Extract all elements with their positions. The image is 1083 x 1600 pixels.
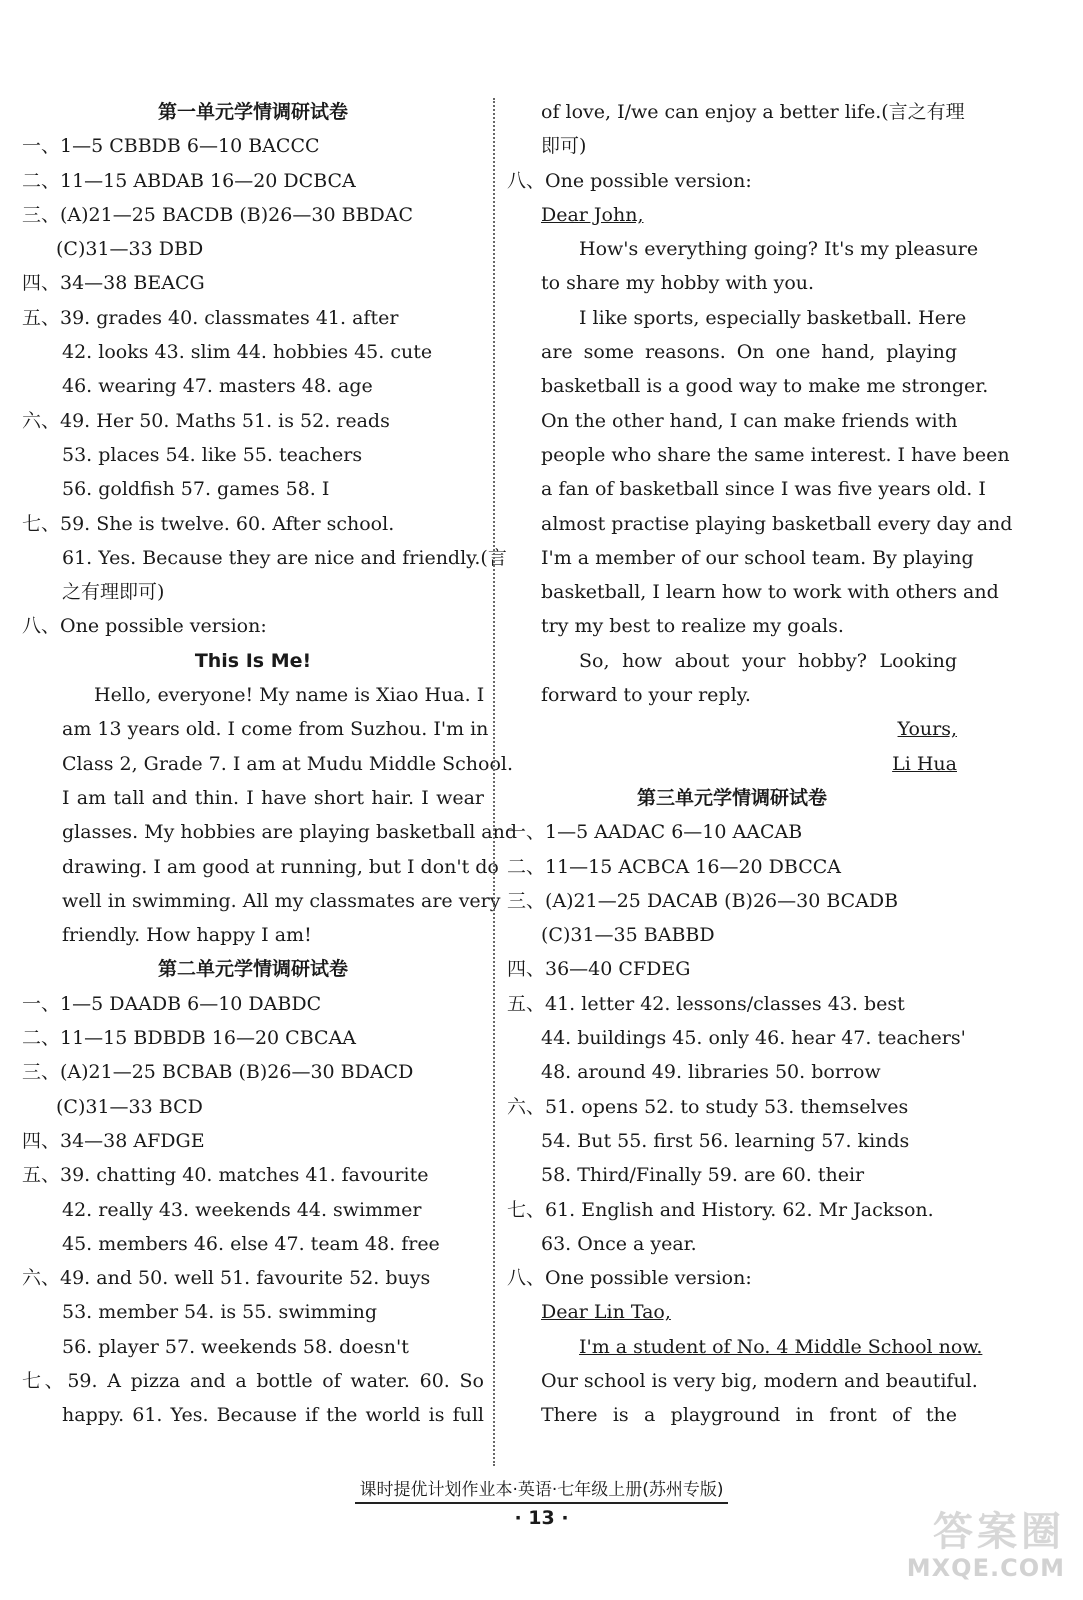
text-line: (C)31—33 DBD: [56, 238, 204, 261]
text-line: basketball, I learn how to work with others and: [541, 581, 999, 604]
text-line: 四、34—38 BEACG: [22, 272, 205, 295]
text-line: 44. buildings 45. only 46. hear 47. teachers': [541, 1027, 966, 1050]
text-line: 54. But 55. first 56. learning 57. kinds: [541, 1129, 910, 1152]
text-line: 八、One possible version:: [507, 1267, 752, 1290]
text-line: 42. really 43. weekends 44. swimmer: [62, 1198, 422, 1221]
text-line: 三、(A)21—25 DACAB (B)26—30 BCADB: [507, 889, 899, 912]
text-line: 45. members 46. else 47. team 48. free: [62, 1232, 440, 1255]
watermark-logo: 答案圈: [933, 1509, 1065, 1555]
text-line: 61. Yes. Because they are nice and friendly.(言: [62, 546, 507, 569]
text-line: 五、39. chatting 40. matches 41. favourite: [22, 1164, 429, 1187]
text-line: 三、(A)21—25 BACDB (B)26—30 BBDAC: [22, 203, 413, 226]
text-line: basketball is a good way to make me stronger.: [541, 375, 989, 398]
section-heading: 第二单元学情调研试卷: [157, 958, 348, 981]
text-line: 四、34—38 AFDGE: [22, 1129, 205, 1152]
column-divider: [493, 98, 495, 1466]
text-line: 48. around 49. libraries 50. borrow: [541, 1061, 881, 1084]
text-line: 七、59. She is twelve. 60. After school.: [22, 512, 395, 535]
text-line: 八、One possible version:: [507, 169, 752, 192]
text-line: a fan of basketball since I was five years old. I: [541, 478, 986, 501]
text-line: try my best to realize my goals.: [541, 615, 844, 638]
text-line: 六、49. Her 50. Maths 51. is 52. reads: [22, 409, 390, 432]
text-line: happy. 61. Yes. Because if the world is full: [62, 1404, 484, 1427]
text-line: 56. player 57. weekends 58. doesn't: [62, 1335, 409, 1358]
text-line: friendly. How happy I am!: [62, 924, 312, 947]
text-line: This Is Me!: [194, 649, 312, 672]
text-line: 63. Once a year.: [541, 1232, 697, 1255]
text-line: 53. places 54. like 55. teachers: [62, 443, 363, 466]
book-title-footer: [0, 1475, 1083, 1500]
text-line: Our school is very big, modern and beautiful.: [541, 1369, 978, 1392]
text-line: people who share the same interest. I have been: [541, 443, 1010, 466]
text-line: I am tall and thin. I have short hair. I wear: [62, 786, 484, 809]
text-line: 46. wearing 47. masters 48. age: [62, 375, 373, 398]
text-line: 一、1—5 AADAC 6—10 AACAB: [507, 821, 803, 844]
text-line: (C)31—33 BCD: [56, 1095, 203, 1118]
text-line: forward to your reply.: [541, 684, 751, 707]
section-heading: 第三单元学情调研试卷: [636, 786, 827, 809]
text-line: 58. Third/Finally 59. are 60. their: [541, 1164, 865, 1187]
section-heading: 第一单元学情调研试卷: [157, 101, 348, 123]
text-line: 之有理即可): [62, 581, 165, 604]
text-line: On the other hand, I can make friends with: [541, 409, 958, 432]
text-line: Yours,: [897, 718, 957, 741]
text-line: am 13 years old. I come from Suzhou. I'm in: [62, 718, 489, 741]
text-line: Hello, everyone! My name is Xiao Hua. I: [94, 684, 485, 707]
text-line: How's everything going? It's my pleasure: [579, 238, 979, 261]
book-title: 课时提优计划作业本·英语·七年级上册(苏州专版): [355, 1480, 727, 1504]
text-line: 六、51. opens 52. to study 53. themselves: [507, 1095, 909, 1118]
text-line: 七、59. A pizza and a bottle of water. 60. So: [22, 1369, 484, 1392]
text-line: I'm a member of our school team. By playing: [541, 546, 974, 569]
text-line: glasses. My hobbies are playing basketball and: [62, 821, 518, 844]
text-line: (C)31—35 BABBD: [541, 924, 715, 947]
text-line: Class 2, Grade 7. I am at Mudu Middle School.: [62, 752, 514, 775]
text-line: So, how about your hobby? Looking: [579, 649, 957, 672]
page-number: · 13 ·: [514, 1507, 569, 1529]
text-line: I'm a student of No. 4 Middle School now.: [579, 1335, 983, 1358]
text-line: 一、1—5 DAADB 6—10 DABDC: [22, 992, 322, 1015]
text-line: of love, I/we can enjoy a better life.(言之有理: [541, 101, 965, 123]
text-line: 三、(A)21—25 BCBAB (B)26—30 BDACD: [22, 1061, 414, 1084]
text-line: almost practise playing basketball every day and: [541, 512, 1013, 535]
text-line: 六、49. and 50. well 51. favourite 52. buys: [22, 1267, 431, 1290]
text-line: 七、61. English and History. 62. Mr Jackson.: [507, 1198, 934, 1221]
text-line: 二、11—15 BDBDB 16—20 CBCAA: [22, 1027, 357, 1050]
text-line: drawing. I am good at running, but I don't do: [62, 855, 499, 878]
text-line: 53. member 54. is 55. swimming: [62, 1301, 378, 1324]
text-line: 二、11—15 ACBCA 16—20 DBCCA: [507, 855, 842, 878]
text-line: 二、11—15 ABDAB 16—20 DCBCA: [22, 169, 356, 192]
text-line: Dear Lin Tao,: [541, 1301, 671, 1324]
text-line: I like sports, especially basketball. Here: [579, 306, 967, 329]
left-column: [22, 95, 518, 1433]
text-line: 即可): [541, 135, 587, 158]
text-line: Li Hua: [892, 752, 957, 775]
text-line: Dear John,: [541, 203, 644, 226]
text-line: well in swimming. All my classmates are very: [62, 889, 501, 912]
text-line: 八、One possible version:: [22, 615, 267, 638]
watermark-site: MXQE.COM: [906, 1554, 1065, 1582]
text-line: 56. goldfish 57. games 58. I: [62, 478, 330, 501]
site-watermark: [895, 1510, 1065, 1588]
text-line: There is a playground in front of the: [541, 1404, 957, 1427]
text-line: 42. looks 43. slim 44. hobbies 45. cute: [62, 341, 433, 364]
text-line: 五、41. letter 42. lessons/classes 43. best: [507, 992, 905, 1015]
right-column: [507, 95, 1013, 1433]
text-line: 五、39. grades 40. classmates 41. after: [22, 306, 399, 329]
text-line: to share my hobby with you.: [541, 272, 815, 295]
text-line: 四、36—40 CFDEG: [507, 958, 691, 981]
text-line: 一、1—5 CBBDB 6—10 BACCC: [22, 135, 320, 158]
text-line: are some reasons. On one hand, playing: [541, 341, 957, 364]
